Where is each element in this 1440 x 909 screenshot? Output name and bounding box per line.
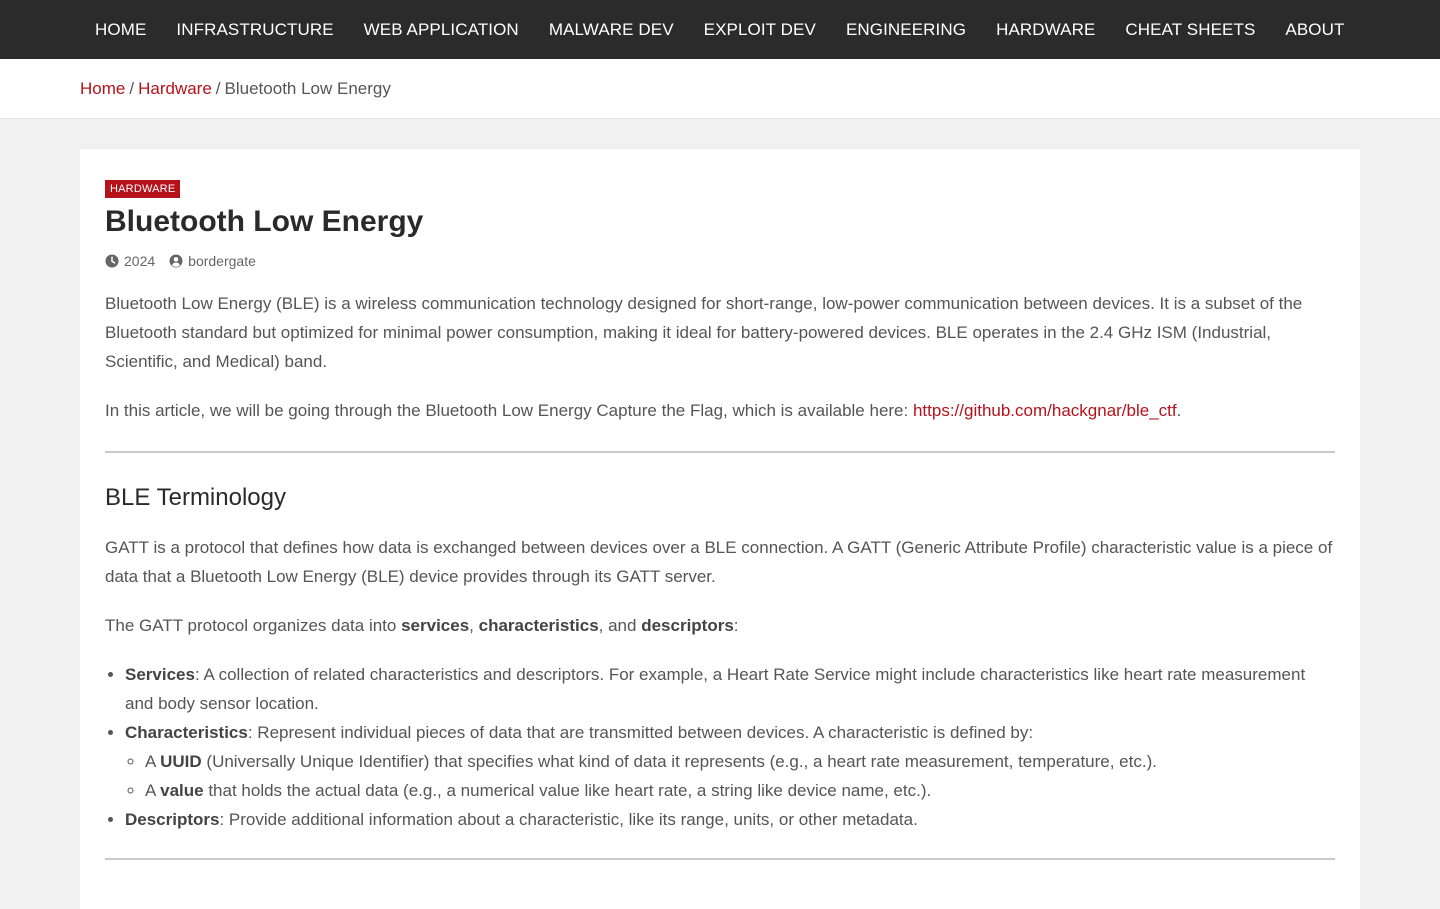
nav-exploit-dev[interactable]: EXPLOIT DEV <box>703 20 816 39</box>
uuid-prefix: A <box>145 752 161 771</box>
post-date-text: 2024 <box>124 253 156 269</box>
term-uuid: UUID <box>160 752 202 771</box>
post-author[interactable] <box>169 253 256 269</box>
divider <box>105 858 1335 860</box>
section-heading-ble-terminology: BLE Terminology <box>105 484 286 511</box>
term-descriptors: Descriptors <box>125 810 220 829</box>
desc-value: that holds the actual data (e.g., a numerical value like heart rate, a string like device name, etc.). <box>203 781 932 800</box>
gatt-organization-paragraph <box>105 611 1335 640</box>
breadcrumb-current: Bluetooth Low Energy <box>224 78 391 98</box>
desc-uuid: (Universally Unique Identifier) that specifies what kind of data it represents (e.g., a heart rate measurement, temperature, etc.). <box>201 752 1157 771</box>
gatt-paragraph: GATT is a protocol that defines how data is exchanged between devices over a BLE connection. A GATT (Generic Attribute Profile) characteristic value is a piece of data that a Bluetooth Low Energy (BLE) device provides through its GATT server. <box>105 538 1333 586</box>
nav-malware-dev[interactable]: MALWARE DEV <box>548 20 674 39</box>
list-item-descriptors <box>125 805 1335 834</box>
list-item-services <box>125 660 1335 718</box>
nav-infrastructure[interactable]: INFRASTRUCTURE <box>176 20 334 39</box>
post-content <box>105 289 1335 860</box>
post-title: Bluetooth Low Energy <box>105 205 424 238</box>
nav-hardware[interactable]: HARDWARE <box>996 20 1096 39</box>
post-card <box>80 149 1360 909</box>
desc-descriptors: : Provide additional information about a characteristic, like its range, units, or other metadata. <box>219 810 918 829</box>
article-paragraph <box>105 396 1335 425</box>
desc-characteristics: : Represent individual pieces of data that are transmitted between devices. A characteristic is defined by: <box>247 723 1034 742</box>
breadcrumb-home[interactable]: Home <box>80 78 126 98</box>
divider <box>105 451 1335 453</box>
characteristics-sublist <box>145 747 1335 805</box>
breadcrumb-separator: / <box>129 78 135 98</box>
org-text: The GATT protocol organizes data into <box>105 616 402 635</box>
top-navigation <box>0 0 1440 59</box>
nav-home[interactable]: HOME <box>95 20 147 39</box>
post-date <box>105 253 155 269</box>
article-period: . <box>1176 401 1182 420</box>
nav-about[interactable]: ABOUT <box>1285 20 1345 39</box>
category-badge[interactable]: HARDWARE <box>105 180 180 198</box>
desc-services: : A collection of related characteristics and descriptors. For example, a Heart Rate Service might include characteristics like heart rate measurement and body sensor location. <box>125 665 1306 713</box>
org-colon: : <box>733 616 739 635</box>
term-value: value <box>160 781 204 800</box>
org-comma: , <box>469 616 479 635</box>
list-item-uuid <box>145 747 1335 776</box>
org-and: , and <box>598 616 642 635</box>
org-services: services <box>401 616 470 635</box>
nav-engineering[interactable]: ENGINEERING <box>845 20 967 39</box>
value-prefix: A <box>145 781 161 800</box>
term-characteristics: Characteristics <box>125 723 248 742</box>
list-item-characteristics <box>125 718 1335 805</box>
nav-cheat-sheets[interactable]: CHEAT SHEETS <box>1125 20 1256 39</box>
org-descriptors: descriptors <box>641 616 734 635</box>
nav-web-application[interactable]: WEB APPLICATION <box>363 20 519 39</box>
intro-paragraph: Bluetooth Low Energy (BLE) is a wireless communication technology designed for short-range, low-power communication between devices. It is a subset of the Bluetooth standard but optimized for minimal power consumption, making it ideal for battery-powered devices. BLE operates in the 2.4 GHz ISM (Industrial, Scientific, and Medical) band. <box>105 294 1303 371</box>
breadcrumb <box>0 59 1440 119</box>
post-author-name[interactable]: bordergate <box>188 253 256 269</box>
list-item-value <box>145 776 1335 805</box>
user-circle-icon <box>169 254 183 268</box>
breadcrumb-hardware[interactable]: Hardware <box>138 78 212 98</box>
org-characteristics: characteristics <box>478 616 599 635</box>
term-services: Services <box>125 665 195 684</box>
clock-icon <box>105 254 119 268</box>
github-link[interactable]: https://github.com/hackgnar/ble_ctf <box>912 401 1177 420</box>
article-text: In this article, we will be going through the Bluetooth Low Energy Capture the Flag, which is available here: <box>105 401 913 420</box>
gatt-list <box>125 660 1335 834</box>
breadcrumb-separator: / <box>215 78 221 98</box>
post-meta <box>105 253 1335 269</box>
